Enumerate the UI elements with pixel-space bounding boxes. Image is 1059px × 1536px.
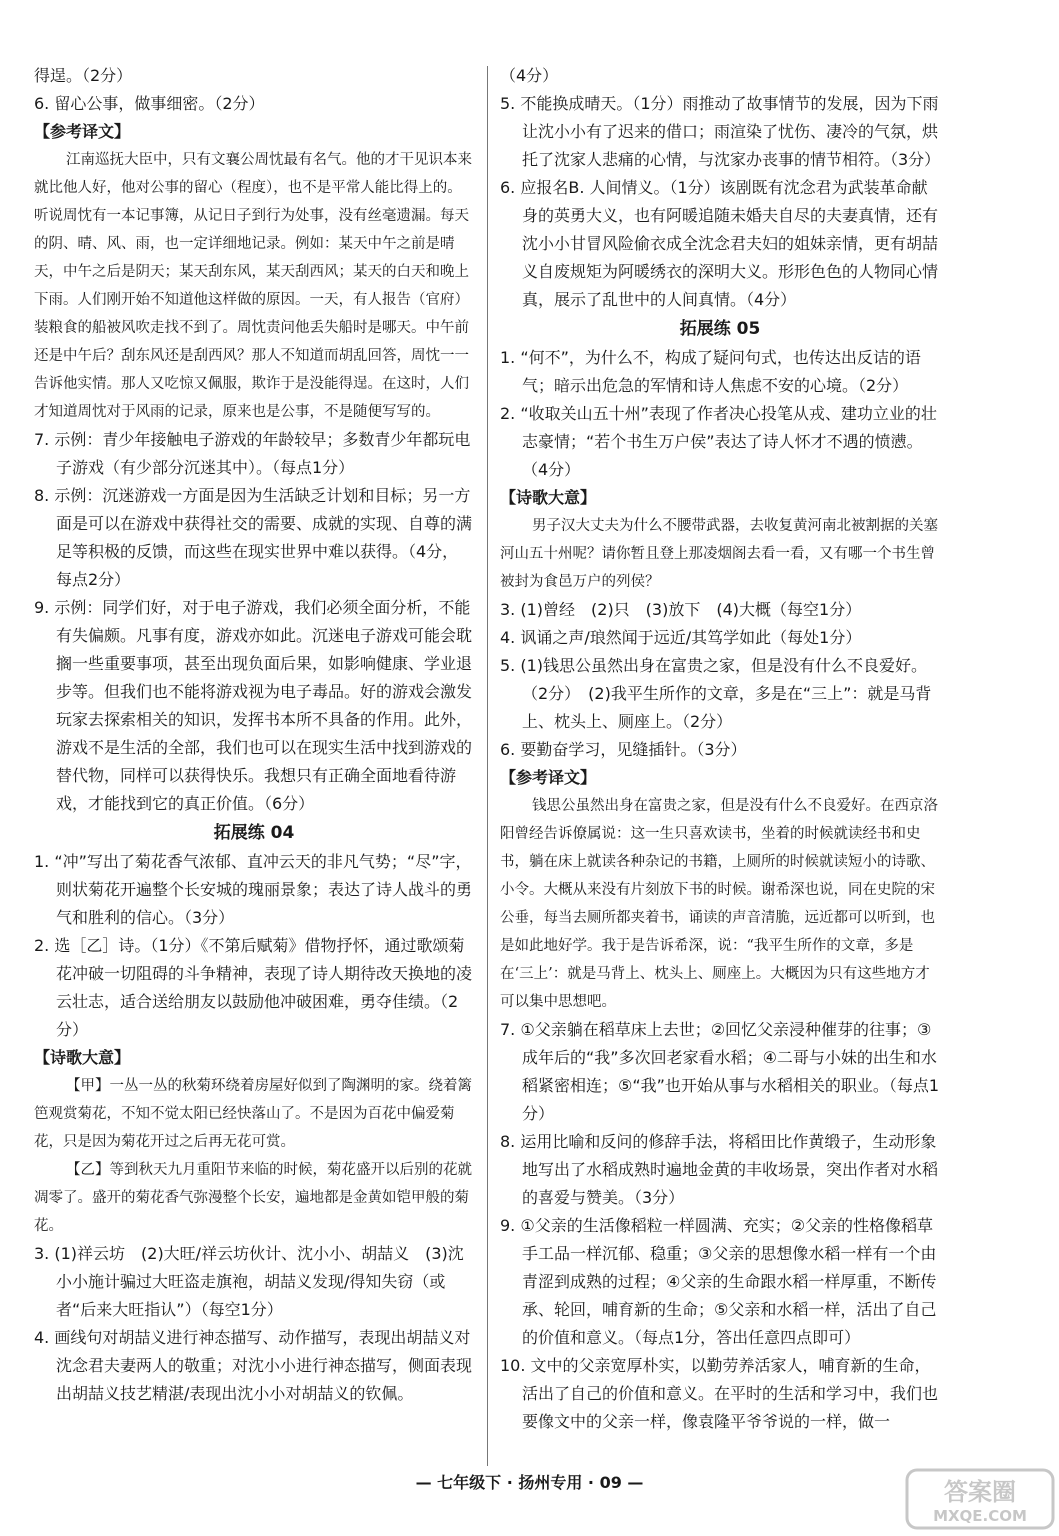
answer-item: 2. “收取关山五十州”表现了作者决心投笔从戎、建功立业的壮志豪情；“若个书生万户侯”表达了诗人怀才不遇的愤懑。（4分）: [500, 404, 937, 479]
answer-item: 8. 示例：沉迷游戏一方面是因为生活缺乏计划和目标；另一方面是可以在游戏中获得社交的需要、成就的实现、自尊的满足等积极的反馈，而这些在现实世界中难以获得。（4分，每点2分）: [34, 486, 473, 589]
text-line: 得逞。（2分）: [34, 66, 133, 85]
section-heading: 【诗歌大意】: [34, 1048, 131, 1067]
answer-item: 2. 选［乙］诗。（1分）《不第后赋菊》借物抒怀，通过歌颂菊花冲破一切阻碍的斗争精神，表现了诗人期待改天换地的凌云壮志，适合送给朋友以鼓励他冲破困难，勇夺佳绩。（2分）: [34, 936, 473, 1039]
translation-paragraph: 【甲】一丛一丛的秋菊环绕着房屋好似到了陶渊明的家。绕着篱笆观赏菊花，不知不觉太阳已经快落山了。不是因为百花中偏爱菊花，只是因为菊花开过之后再无花可赏。: [34, 1078, 472, 1150]
page-footer: — 七年级下 · 扬州专用 · 09 —: [415, 1473, 644, 1492]
answer-item: 10. 文中的父亲宽厚朴实，以勤劳养活家人，哺育新的生命，活出了自己的价值和意义。在平时的生活和学习中，我们也要像文中的父亲一样，像袁隆平爷爷说的一样，做一: [500, 1356, 939, 1431]
answer-item: 1. “冲”写出了菊花香气浓郁、直冲云天的非凡气势；“尽”字，则状菊花开遍整个长安城的瑰丽景象；表达了诗人战斗的勇气和胜利的信心。（3分）: [34, 852, 473, 927]
answer-item: 3. (1)祥云坊 (2)大旺/祥云坊伙计、沈小小、胡喆义 (3)沈小小施计骗过大旺盗走旗袍，胡喆义发现/得知失窃（或者“后来大旺指认”）（每空1分）: [34, 1244, 464, 1319]
answer-item: 4. 画线句对胡喆义进行神态描写、动作描写，表现出胡喆义对沈念君夫妻两人的敬重；对沈小小进行神态描写，侧面表现出胡喆义技艺精湛/表现出沈小小对胡喆义的钦佩。: [34, 1328, 473, 1403]
translation-paragraph: 江南巡抚大臣中，只有文襄公周忱最有名气。他的才干见识本来就比他人好，他对公事的留心（程度），也不是平常人能比得上的。听说周忱有一本记事簿，从记日子到行为处事，没有丝毫遗漏。每天的阴、晴、风、雨，也一定详细地记录。例如：某天中午之前是晴天，中午之后是阴天；某天刮东风，某天刮西风；某天的白天和晚上下雨。人们刚开始不知道他这样做的原因。一天，有人报告（官府）装粮食的船被风吹走找不到了。周忱责问他丢失船时是哪天。中午前还是中午后？刮东风还是刮西风？那人不知道而胡乱回答，周忱一一告诉他实情。那人又吃惊又佩服，欺诈于是没能得逞。在这时，人们才知道周忱对于风雨的记录，原来也是公事，不是随便写写的。: [34, 152, 472, 420]
exercise-title: 拓展练 04: [213, 823, 295, 843]
exercise-title: 拓展练 05: [679, 319, 761, 339]
answer-item: 9. 示例：同学们好，对于电子游戏，我们必须全面分析，不能有失偏颇。凡事有度，游戏亦如此。沉迷电子游戏可能会耽搁一些重要事项，甚至出现负面后果，如影响健康、学业退步等。但我们也不能将游戏视为电子毒品。好的游戏会激发玩家去探索相关的知识，发挥书本所不具备的作用。此外，游戏不是生活的全部，我们也可以在现实生活中找到游戏的替代物，同样可以获得快乐。我想只有正确全面地看待游戏，才能找到它的真正价值。（6分）: [34, 598, 473, 813]
answer-item: 6. 要勤奋学习，见缝插针。（3分）: [500, 740, 747, 759]
right-column: [500, 62, 940, 1436]
watermark-logo: [905, 1466, 1055, 1532]
answer-item: 6. 应报名B. 人间情义。（1分）该剧既有沈念君为武装革命献身的英勇大义，也有阿暖追随未婚夫自尽的夫妻真情，还有沈小小甘冒风险偷衣成全沈念君夫妇的姐妹亲情，更有胡喆义自废规矩为阿暖绣衣的深明大义。形形色色的人物同心情真，展示了乱世中的人间真情。（4分）: [500, 178, 939, 309]
translation-paragraph: 男子汉大丈夫为什么不腰带武器，去收复黄河南北被割据的关塞河山五十州呢？请你暂且登上那凌烟阁去看一看，又有哪一个书生曾被封为食邑万户的列侯？: [500, 518, 938, 590]
answer-item: 5. (1)钱思公虽然出身在富贵之家，但是没有什么不良爱好。（2分） (2)我平生所作的文章，多是在“三上”：就是马背上、枕头上、厕座上。（2分）: [500, 656, 932, 731]
text-line: （4分）: [500, 66, 559, 85]
answer-item: 7. 示例：青少年接触电子游戏的年龄较早；多数青少年都玩电子游戏（有少部分沉迷其中）。（每点1分）: [34, 430, 471, 477]
left-column: [34, 62, 474, 1408]
section-heading: 【参考译文】: [500, 768, 597, 787]
column-divider: [487, 66, 488, 1466]
answer-item: 1. “何不”，为什么不，构成了疑问句式，也传达出反诘的语气；暗示出危急的军情和诗人焦虑不安的心境。（2分）: [500, 348, 921, 395]
translation-paragraph: 钱思公虽然出身在富贵之家，但是没有什么不良爱好。在西京洛阳曾经告诉僚属说：这一生只喜欢读书，坐着的时候就读经书和史书，躺在床上就读各种杂记的书籍，上厕所的时候就读短小的诗歌、小令。大概从来没有片刻放下书的时候。谢希深也说，同在史院的宋公垂，每当去厕所都夹着书，诵读的声音清脆，远近都可以听到，也是如此地好学。我于是告诉希深，说：“我平生所作的文章，多是在‘三上’：就是马背上、枕头上、厕座上。大概因为只有这些地方才可以集中思想吧。: [500, 798, 938, 1010]
answer-item: 9. ①父亲的生活像稻粒一样圆满、充实；②父亲的性格像稻草手工品一样沉郁、稳重；③父亲的思想像水稻一样有一个由青涩到成熟的过程；④父亲的生命跟水稻一样厚重，不断传承、轮回，哺育新的生命；⑤父亲和水稻一样，活出了自己的价值和意义。（每点1分，答出任意四点即可）: [500, 1216, 937, 1347]
answer-item: 7. ①父亲躺在稻草床上去世；②回忆父亲浸种催芽的往事；③成年后的“我”多次回老家看水稻；④二哥与小妹的出生和水稻紧密相连；⑤“我”也开始从事与水稻相关的职业。（每点1分）: [500, 1020, 940, 1123]
watermark-line2: MXQE.COM: [933, 1507, 1027, 1525]
section-heading: 【参考译文】: [34, 122, 131, 141]
translation-paragraph: 【乙】等到秋天九月重阳节来临的时候，菊花盛开以后别的花就凋零了。盛开的菊花香气弥漫整个长安，遍地都是金黄如铠甲般的菊花。: [34, 1162, 472, 1234]
answer-item: 6. 留心公事，做事细密。（2分）: [34, 94, 265, 113]
answer-item: 5. 不能换成晴天。（1分）雨推动了故事情节的发展，因为下雨让沈小小有了迟来的借口；雨渲染了忧伤、凄冷的气氛，烘托了沈家人悲痛的心情，与沈家办丧事的情节相符。（3分）: [500, 94, 941, 169]
answer-item: 4. 讽诵之声/琅然闻于远近/其笃学如此（每处1分）: [500, 628, 862, 647]
watermark-line1: 答案圈: [944, 1478, 1016, 1506]
answer-item: 3. (1)曾经 (2)只 (3)放下 (4)大概（每空1分）: [500, 600, 862, 619]
section-heading: 【诗歌大意】: [500, 488, 597, 507]
answer-item: 8. 运用比喻和反问的修辞手法，将稻田比作黄缎子，生动形象地写出了水稻成熟时遍地金黄的丰收场景，突出作者对水稻的喜爱与赞美。（3分）: [500, 1132, 939, 1207]
